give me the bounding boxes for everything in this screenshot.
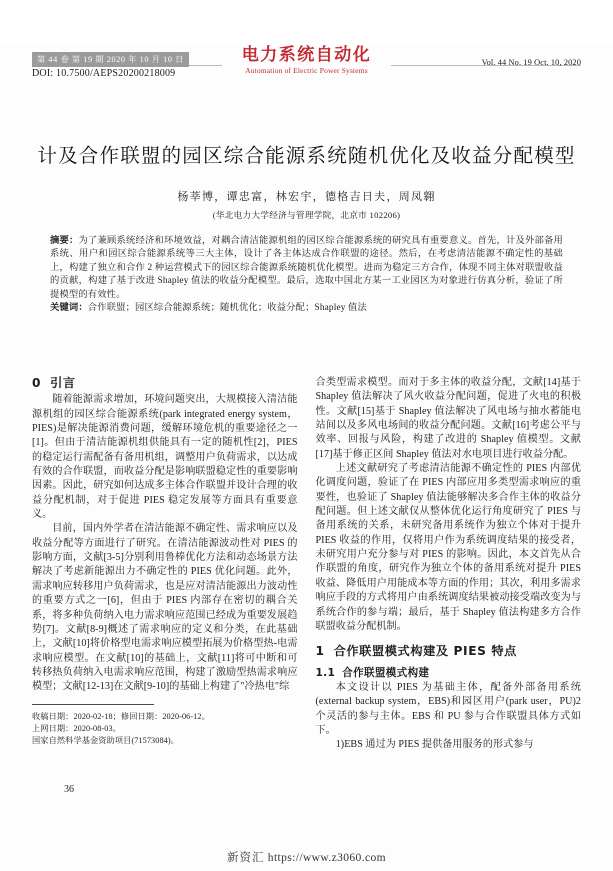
section-heading-intro (32, 376, 298, 390)
footnote-line: 收稿日期：2020-02-18；修回日期：2020-06-12。 (32, 711, 210, 721)
subsection-title: 合作联盟模式构建 (342, 666, 430, 679)
right-column (316, 376, 582, 823)
paragraph: 目前，国内外学者在清洁能源不确定性、需求响应以及收益分配等方面进行了研究。在清洁能源波动性对 PIES 的影响方面，文献[3-5]分别利用鲁棒优化方法和动态场景方法解决了考虑新能源出力不确定性的 PIES 优化问题。此外，需求响应转移用户负荷需求，也是应对清洁能源出力波动性的重要方式之一[6]，但由于 PIES 内部存在密切的耦合关系，将多种负荷纳入电力需求响应范围已经成为重要发展趋势[7]。文献[8-9]概述了需求响应的定义和分类，在此基础上，文献[10]将价格型电需求响应模型拓展为价格型热-电需求响应模型。在文献[10]的基础上，文献[11]将可中断和可转移热负荷纳入电需求响应范围，构建了激励型热需求响应模型；文献[12-13]在文献[9-10]的基础上构建了"冷热电"综 (32, 523, 298, 693)
journal-logo (202, 46, 412, 75)
doi-text: DOI: 10.7500/AEPS20200218009 (32, 68, 176, 79)
left-column (32, 376, 298, 823)
watermark (0, 849, 613, 865)
journal-title-cn: 电力系统自动化 (241, 45, 372, 65)
paragraph: 上述文献研究了考虑清洁能源不确定性的 PIES 内部优化调度问题，验证了在 PIES 内部应用多类型需求响应的重要性，也验证了 Shapley 值法能够解决多合作主体的收益分配问题。但上述文献仅从整体优化运行角度研究了 PIES 与备用系统的关系，未研究备用系统作为独立个体对于提升 PIES 收益的作用，仅将用户作为系统调度结果的接受者，未研究用户充分参与对 PIES 的影响。因此，本文首先从合作联盟的角度，研究作为独立个体的备用系统对提升 PIES 收益、降低用户用能成本等方面的作用；其次，利用多需求响应手段的方式将用户由系统调度结果被动接受端改变为与系统合作的参与端；最后，基于 Shapley 值法构建多方合作联盟收益分配机制。 (315, 463, 581, 632)
paragraph: 本文设计以 PIES 为基础主体，配备外部备用系统(external backup system，EBS)和园区用户(park user，PU)2 个灵活的参与主体。EBS 和 PU 参与合作联盟具体方式如下。 (315, 681, 581, 736)
abstract-text: 为了兼顾系统经济和环境效益，对耦合清洁能源机组的园区综合能源系统的研究具有重要意义。首先，计及外部备用系统、用户和园区综合能源系统等三大主体，设计了各主体达成合作联盟的途径。然后，在考虑清洁能源不确定性的基础上，构建了独立和合作 2 种运营模式下的园区综合能源系统随机优化模型。进而为稳定三方合作，体现不同主体对联盟收益的贡献，构建了基于改进 Shapley 值法的收益分配模型。最后，选取中国北方某一工业园区为对象进行仿真分析，验证了所提模型的有效性。 (50, 236, 564, 300)
subsection-heading-1-1 (316, 666, 582, 680)
abstract-paragraph (50, 235, 563, 302)
page-number: 36 (64, 783, 75, 795)
body-columns (32, 376, 581, 823)
section-number: 0 (32, 376, 42, 390)
author-list: 杨莘博，谭忠富，林宏宇，德格吉日夫，周凤翱 (177, 191, 436, 203)
watermark-url: https://www.z3060.com (267, 852, 386, 864)
subsection-number: 1.1 (315, 666, 336, 679)
footnote-block (32, 711, 298, 748)
issue-band: 第 44 卷 第 19 期 2020 年 10 月 10 日 (32, 52, 189, 67)
footnote-line: 上网日期：2020-08-03。 (32, 723, 121, 733)
section-number: 1 (315, 644, 325, 659)
footnote-divider (32, 704, 154, 705)
abstract-label: 摘要： (50, 236, 79, 246)
paragraph: 1)EBS 通过为 PIES 提供备用服务的形式参与 (335, 739, 534, 751)
abstract-block (32, 235, 581, 315)
article-title: 计及合作联盟的园区综合能源系统随机优化及收益分配模型 (37, 144, 576, 167)
watermark-text-cn: 新资汇 (227, 852, 265, 864)
keywords-paragraph (50, 302, 563, 315)
journal-title-en: Automation of Electric Power Systems (245, 65, 368, 75)
masthead (32, 46, 581, 104)
section-title: 合作联盟模式构建及 PIES 特点 (333, 644, 517, 659)
affiliation: (华北电力大学经济与管理学院，北京市 102206) (212, 210, 401, 220)
paragraph: 随着能源需求增加，环境问题突出，大规模接入清洁能源机组的园区综合能源系统(park integrated energy system，PIES)是解决能源消费问题，缓解环境危机的重要途径之一[1]。但由于清洁能源机组供能具有一定的随机性[2]，PIES 的稳定运行需配备有备用机组，调整用户负荷需求，以达成有效的合作联盟，而收益分配是影响联盟稳定性的重要影响因素。因此，研究如何达成多主体合作联盟并设计合理的收益分配机制，对于促进 PIES 稳定发展等方面具有重要意义。 (32, 394, 298, 521)
keywords-text: 合作联盟；园区综合能源系统；随机优化；收益分配；Shapley 值法 (87, 303, 367, 314)
volume-info: Vol. 44 No. 19 Oct. 10, 2020 (481, 58, 581, 67)
section-title: 引言 (50, 376, 76, 390)
paragraph: 合类型需求模型。而对于多主体的收益分配，文献[14]基于 Shapley 值法解决了风火收益分配问题，促进了火电的积极性。文献[15]基于 Shapley 值法解决了风电场与抽水蓄能电站间以及多风电场间的收益分配问题。文献[16]考虑公平与效率、回报与风险，构建了改进的 Shapley 值模型。文献[17]基于修正区间 Shapley 值法对水电项目进行收益分配。 (315, 377, 581, 460)
journal-page (0, 46, 613, 871)
keywords-label: 关键词： (50, 303, 88, 314)
section-heading-1 (316, 644, 582, 658)
footnote-line: 国家自然科学基金资助项目(71573084)。 (32, 735, 179, 745)
